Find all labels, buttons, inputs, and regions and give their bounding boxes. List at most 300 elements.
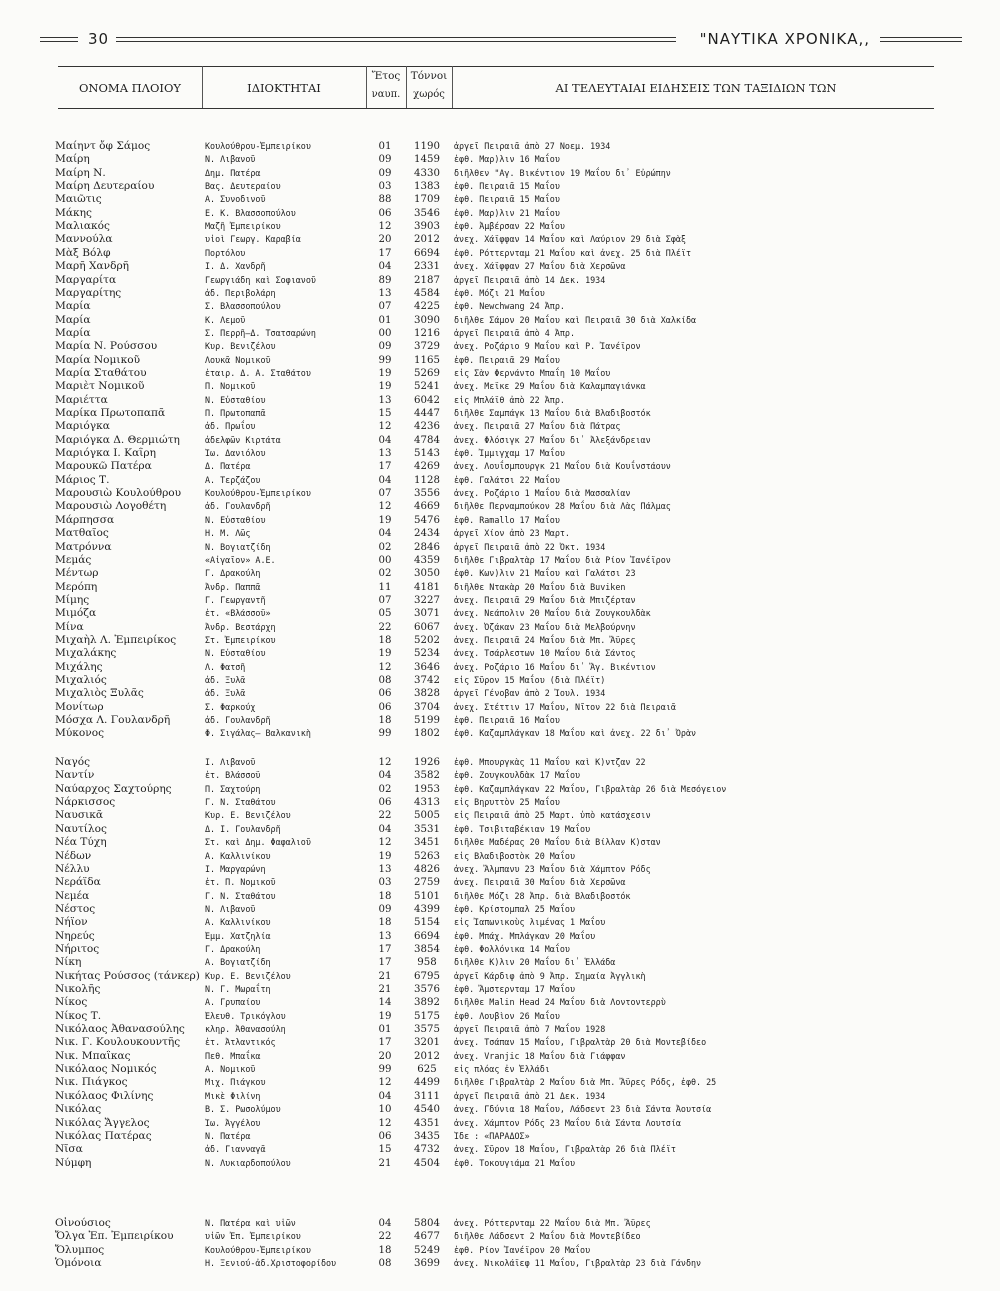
owners: Ἰω. Δανιόλου: [205, 448, 266, 459]
ship-name: Ναυτίλος: [55, 822, 107, 835]
latest-news: ἐφθ. Καζαμπλάγκαν 22 Μαΐου, Γιβραλτὰρ 26 διὰ Μεσόγειον: [454, 783, 727, 794]
owners: Μιχ. Πιάγκου: [205, 1077, 266, 1088]
owners: Δ. Ι. Γουλανδρῆ: [205, 823, 281, 834]
ship-name: Μαρουσιὼ Λογοθέτη: [55, 500, 167, 513]
owners: Ν. Εὐσταθίου: [205, 394, 266, 405]
tonnage: 3201: [414, 1037, 440, 1049]
year-built: 19: [378, 367, 392, 379]
table-row: [0, 661, 1000, 674]
tonnage: 5154: [414, 917, 440, 929]
table-row: [0, 714, 1000, 727]
tonnage: 4225: [414, 301, 440, 313]
latest-news: ἀργεῖ Πειραιᾶ ἀπὸ 4 Ἀπρ.: [454, 327, 576, 338]
ship-name: Νεράϊδα: [55, 876, 101, 889]
year-built: 06: [378, 688, 392, 700]
ship-name: Μόσχα Λ. Γουλανδρῆ: [55, 714, 171, 726]
owners: Γ. Δρακούλη: [205, 568, 261, 579]
ship-name: Ὄλγα Ἐπ. Ἐμπειρίκου: [55, 1230, 174, 1243]
owners: Ἀνδρ. Παππᾶ: [205, 581, 261, 592]
table-row: [0, 701, 1000, 714]
latest-news: ἐφθ. Μόζι 21 Μαΐου: [454, 287, 545, 298]
latest-news: ἀνεχ. Νικολάϊεφ 11 Μαΐου, Γιβραλτὰρ 23 διὰ Γάνδην: [454, 1258, 702, 1268]
ship-name: Νικόλαος Νομικός: [55, 1063, 157, 1075]
latest-news: ἐφθ. Πειραιᾶ 15 Μαΐου: [454, 194, 560, 205]
table-row: [0, 1010, 1000, 1023]
tonnage: 5199: [414, 715, 440, 726]
year-built: 12: [378, 1077, 392, 1089]
owners: Α. Τερζάζου: [205, 474, 261, 485]
ship-name: Νικόλας: [55, 1103, 102, 1116]
owners: ἑτ. Π. Νομικοῦ: [205, 877, 276, 888]
year-built: 19: [378, 381, 392, 393]
table-row: [0, 943, 1000, 956]
tonnage: 3892: [414, 997, 440, 1009]
year-built: 02: [378, 783, 392, 795]
tonnage: 1709: [414, 194, 440, 206]
tonnage: 4330: [414, 167, 440, 179]
owners: Κυρ. Ε. Βενιζέλου: [205, 810, 291, 821]
year-built: 11: [378, 581, 392, 593]
latest-news: ἀνεχ. Πειραιᾶ 30 Μαΐου διὰ Χερσῶνα: [454, 877, 626, 888]
owners: Α. Νομικοῦ: [205, 1064, 256, 1074]
owners: υἱῶν Ἐπ. Ἐμπειρίκου: [205, 1231, 301, 1242]
latest-news: ἐφθ. Ζουγκουλδὰκ 17 Μαΐου: [454, 770, 581, 781]
tonnage: 5263: [414, 850, 440, 862]
tonnage: 3227: [414, 594, 440, 606]
table-header: [58, 66, 934, 110]
owners: Α. Γρυπαίου: [205, 997, 261, 1008]
year-built: 05: [378, 608, 392, 620]
latest-news: ἀνεχ. Φλόσιγκ 27 Μαΐου δι᾽ Ἀλεξάνδρειαν: [454, 434, 651, 445]
tonnage: 4236: [414, 421, 440, 433]
latest-news: ἀνεχ. Πειραιᾶ 27 Μαΐου διὰ Πάτρας: [454, 421, 621, 432]
table-row: [0, 274, 1000, 287]
column-header-year-line1: Ἔτος: [371, 70, 401, 82]
ship-name: Ναγός: [55, 756, 91, 768]
table-row: [0, 207, 1000, 220]
ship-name: Νικ. Μπαΐκας: [55, 1049, 131, 1062]
owners: Ν. Εὐσταθίου: [205, 648, 266, 659]
year-built: 00: [378, 327, 392, 339]
ship-name: Μιχαλιός: [55, 674, 107, 686]
ship-name: Νικ. Γ. Κουλουκουντῆς: [55, 1036, 181, 1049]
owners: Ν. Βογιατζίδη: [205, 541, 271, 552]
table-row: [0, 674, 1000, 687]
column-header-tonnage-line2: χωρός: [413, 89, 445, 100]
table-row: [0, 930, 1000, 943]
tonnage: 3576: [414, 984, 440, 995]
latest-news: εἰς Ἰαπωνικοὺς λιμένας 1 Μαΐου: [454, 917, 606, 928]
table-row: [0, 890, 1000, 903]
ship-name: Μαργαρίτης: [55, 286, 122, 299]
page-number: 30: [88, 30, 110, 48]
ship-name: Νέστος: [55, 902, 96, 915]
ship-name: Νικόλας Πατέρας: [55, 1129, 152, 1142]
latest-news: ἀνεχ. Σῦρον 18 Μαΐου, Γιβραλτὰρ 26 διὰ Πλέϊτ: [454, 1144, 676, 1155]
owners: Π. Νομικοῦ: [205, 381, 256, 392]
ship-name: Νικόλαος Φιλίνης: [55, 1089, 154, 1102]
table-row: [0, 903, 1000, 916]
tonnage: 2846: [414, 541, 440, 553]
latest-news: ἀργεῖ Κάρδιφ ἀπὸ 9 Ἀπρ. Σημαία Ἀγγλικὴ: [454, 970, 646, 981]
latest-news: διῆλθε Σάμον 20 Μαΐου καὶ Πειραιᾶ 30 διὰ Χαλκίδα: [454, 314, 697, 325]
tonnage: 6694: [414, 247, 440, 259]
year-built: 89: [378, 274, 392, 286]
tonnage: 1190: [414, 141, 440, 152]
table-row: [0, 567, 1000, 580]
tonnage: 6067: [414, 621, 440, 633]
owners: Λ. Φατσῆ: [205, 661, 246, 672]
tonnage: 5202: [414, 635, 440, 646]
tonnage: 5101: [414, 890, 440, 902]
table-row: [0, 233, 1000, 246]
latest-news: ἀνεχ. Ὀζάκαν 23 Μαΐου διὰ Μελβούρνην: [454, 621, 636, 632]
year-built: 00: [378, 554, 392, 566]
table-row: [0, 621, 1000, 634]
ship-name: Ματθαῖος: [55, 527, 109, 540]
tonnage: 4313: [414, 797, 440, 808]
tonnage: 958: [417, 957, 437, 969]
year-built: 01: [378, 141, 392, 152]
owners: ἀδ. Περιβολάρη: [205, 287, 276, 298]
table-row: [0, 1023, 1000, 1036]
ship-name: Νικόλας Ἄγγελος: [55, 1116, 150, 1129]
table-row: [0, 756, 1000, 769]
latest-news: διῆλθε Κ)λιν 20 Μαΐου δι᾽ Ἑλλάδα: [454, 957, 616, 968]
owners: Μικὲ Φιλίνη: [205, 1090, 261, 1101]
ship-name: Μεμάς: [55, 553, 92, 566]
table-row: [0, 447, 1000, 460]
year-built: 08: [378, 675, 392, 686]
year-built: 14: [378, 997, 392, 1009]
tonnage: 1216: [414, 327, 440, 339]
column-header-owners: ΙΔΙΟΚΤΗΤΑΙ: [247, 81, 321, 95]
year-built: 07: [378, 301, 392, 313]
ship-name: Ναυσικᾶ: [55, 809, 104, 822]
table-row: [0, 460, 1000, 473]
tonnage: 3050: [414, 568, 440, 580]
latest-news: ἀνεχ. Λουΐσμπουργκ 21 Μαΐου διὰ Κουΐνστάουν: [454, 461, 671, 472]
latest-news: ἀνεχ. Στέττιν 17 Μαΐου, Νῖτον 22 διὰ Πειραιᾶ: [454, 701, 676, 712]
latest-news: ἐφθ. Μπουργκὰς 11 Μαΐου καὶ Κ)ντζαν 22: [454, 757, 646, 767]
owners: ἀδ. Γουλανδρῆ: [205, 715, 271, 725]
latest-news: ἀνεχ. Χάμπτον Ρόδς 23 Μαΐου διὰ Σάντα Λουτσία: [454, 1117, 681, 1128]
ship-name: Ναύαρχος Σαχτούρης: [55, 782, 172, 795]
year-built: 01: [378, 314, 392, 326]
owners: Δ. Πατέρα: [205, 461, 251, 472]
table-top-rule: [58, 66, 934, 67]
ship-name: Νίκος Τ.: [55, 1009, 102, 1022]
tonnage: 4504: [414, 1157, 440, 1169]
latest-news: ἀνεχ. Χάϊφφαν 27 Μαΐου διὰ Χερσῶνα: [454, 261, 626, 272]
tonnage: 4669: [414, 501, 440, 513]
table-row: [0, 527, 1000, 540]
tonnage: 5234: [414, 648, 440, 660]
owners: Α. Συνοδινοῦ: [205, 194, 266, 205]
owners: Στ. Ἐμπειρίκου: [205, 635, 276, 645]
year-built: 04: [378, 434, 392, 446]
owners: Π. Πρωτοπαπᾶ: [205, 408, 266, 418]
tonnage: 1459: [414, 154, 440, 166]
tonnage: 3699: [414, 1258, 440, 1269]
year-built: 22: [378, 621, 392, 633]
tonnage: 3828: [414, 688, 440, 700]
tonnage: 6795: [414, 970, 440, 982]
ship-name: Μιχαλιὸς Ξυλᾶς: [55, 687, 144, 700]
year-built: 99: [378, 354, 392, 366]
year-built: 21: [378, 1157, 392, 1169]
ship-name: Μαρία: [55, 300, 91, 313]
owners: Α. Καλλινίκου: [205, 850, 271, 861]
ship-name: Μονίτωρ: [55, 700, 104, 713]
latest-news: διῆλθε Μαδέρας 20 Μαΐου διὰ Βίλλαν Κ)σταν: [454, 837, 661, 848]
year-built: 01: [378, 1024, 392, 1035]
owners: Σ. Περρῆ—Δ. Τσατσαρώνη: [205, 327, 316, 338]
owners: Κ. Λεμοῦ: [205, 314, 246, 325]
owners: Πεθ. Μπαΐκα: [205, 1050, 261, 1061]
tonnage: 2331: [414, 261, 440, 273]
year-built: 04: [378, 823, 392, 835]
year-built: 15: [378, 1144, 392, 1156]
table-row: [0, 647, 1000, 660]
table-row: [0, 594, 1000, 607]
tonnage: 4584: [414, 287, 440, 299]
table-row: [0, 1117, 1000, 1130]
owners: Ν. Λυκιαρδοπούλου: [205, 1157, 291, 1168]
latest-news: διῆλθε Λάδσεντ 2 Μαΐου διὰ Μοντεβίδεο: [454, 1231, 641, 1242]
ship-name: Ὄλυμπος: [55, 1243, 105, 1256]
latest-news: ἀνεχ. Τσάπαν 15 Μαΐου, Γιβραλτὰρ 20 διὰ Μοντεβίδεο: [454, 1037, 707, 1048]
owners: Ε. Κ. Βλασσοπούλου: [205, 207, 296, 218]
ship-name: Μάρπησσα: [55, 513, 115, 526]
year-built: 18: [378, 635, 392, 646]
year-built: 20: [378, 234, 392, 246]
latest-news: διῆλθε Μόζι 28 Ἀπρ. διὰ Βλαδιβοστόκ: [454, 890, 631, 901]
latest-news: ἀργεῖ Χίον ἀπὸ 23 Μαρτ.: [454, 528, 570, 539]
ship-name: Μέντωρ: [55, 567, 99, 580]
ship-name: Μαργαρίτα: [55, 273, 117, 286]
latest-news: ἐφθ. Ἄμστερνταμ 17 Μαΐου: [454, 984, 576, 994]
owners: Ἰω. Ἀγγέλου: [205, 1117, 261, 1128]
year-built: 20: [378, 1050, 392, 1062]
tonnage: 3854: [414, 943, 440, 955]
year-built: 09: [378, 341, 392, 353]
ship-name: Νήριτος: [55, 942, 100, 955]
latest-news: ἀργεῖ Γένοβαν ἀπὸ 2 Ἰουλ. 1934: [454, 688, 606, 699]
header-rule: [40, 37, 78, 38]
ship-name: Μαρίκα Πρωτοπαπᾶ: [55, 407, 166, 419]
owners: Μαζῆ Ἐμπειρίκου: [205, 221, 281, 232]
latest-news: ἐφθ. Πειραιᾶ 16 Μαΐου: [454, 715, 560, 725]
ship-name: Μαρία Νομικοῦ: [55, 353, 141, 366]
owners: Γ. Δρακούλη: [205, 943, 261, 954]
year-built: 10: [378, 1104, 392, 1116]
year-built: 99: [378, 1064, 392, 1075]
owners: Κουλούθρου-Ἐμπειρίκου: [205, 488, 311, 499]
ship-name: Μιχάλης: [55, 660, 103, 673]
year-built: 17: [378, 247, 392, 259]
ship-name: Μαιῶτις: [55, 193, 102, 206]
ship-name: Νίκη: [55, 956, 82, 969]
year-built: 09: [378, 903, 392, 915]
year-built: 04: [378, 770, 392, 782]
year-built: 19: [378, 514, 392, 526]
owners: Ν. Πατέρα καὶ υἱῶν: [205, 1218, 296, 1228]
ship-name: Μίμης: [55, 593, 90, 606]
latest-news: ἐφθ. Πειραιᾶ 29 Μαΐου: [454, 354, 560, 365]
latest-news: ἐφθ. Κρίστομπαλ 25 Μαΐου: [454, 903, 576, 914]
latest-news: ἐφθ. Τσιβιταβέκιαν 19 Μαΐου: [454, 823, 591, 834]
table-row: [0, 1157, 1000, 1170]
year-built: 12: [378, 221, 392, 233]
latest-news: ἐφθ. Φολλόνικα 14 Μαΐου: [454, 943, 570, 954]
table-row: [0, 220, 1000, 233]
latest-news: ἀργεῖ Πειραιᾶ ἀπὸ 7 Μαΐου 1928: [454, 1024, 606, 1034]
table-row: [0, 783, 1000, 796]
year-built: 03: [378, 877, 392, 889]
table-row: [0, 407, 1000, 420]
tonnage: 3071: [414, 608, 440, 620]
tonnage: 3704: [414, 701, 440, 713]
owners: Π. Σαχτούρη: [205, 783, 261, 794]
tonnage: 1165: [414, 354, 440, 366]
table-row: [0, 380, 1000, 393]
tonnage: 3090: [414, 314, 440, 326]
column-header-tonnage-line1: Τόννοι: [410, 70, 448, 82]
owners: Κουλούθρου-Ἐμπειρίκου: [205, 1244, 311, 1255]
year-built: 17: [378, 957, 392, 969]
owners: «Αἰγαῖον» Α.Ε.: [205, 554, 276, 565]
owners: κληρ. Ἀθανασούλη: [205, 1024, 286, 1034]
latest-news: ἀνεχ. Πειραιᾶ 24 Μαΐου διὰ Μπ. Ἄϋρες: [454, 635, 636, 645]
tonnage: 3531: [414, 823, 440, 835]
table-row: [0, 850, 1000, 863]
year-built: 07: [378, 594, 392, 606]
latest-news: ἀνεχ. Ροζάριο 9 Μαΐου καὶ Ρ. Ἰανέϊρον: [454, 341, 641, 352]
table-row: [0, 1244, 1000, 1257]
table-row: [0, 140, 1000, 153]
year-built: 15: [378, 408, 392, 419]
latest-news: εἰς Βηρυττὸν 25 Μαΐου: [454, 797, 560, 807]
tonnage: 5804: [414, 1218, 440, 1229]
table-row: [0, 916, 1000, 929]
year-built: 22: [378, 810, 392, 822]
table-row: [0, 327, 1000, 340]
owners: Α. Καλλινίκου: [205, 917, 271, 928]
year-built: 13: [378, 930, 392, 942]
tonnage: 4677: [414, 1231, 440, 1243]
ship-name: Νεμέα: [55, 889, 90, 902]
tonnage: 5175: [414, 1010, 440, 1022]
year-built: 02: [378, 541, 392, 553]
tonnage: 4399: [414, 903, 440, 915]
latest-news: ἀνεχ. Ροζάριο 16 Μαΐου δι᾽ Ἄγ. Βικέντιον: [454, 661, 656, 672]
year-built: 12: [378, 837, 392, 849]
table-row: [0, 996, 1000, 1009]
latest-news: ἀργεῖ Πειραιᾶ ἀπὸ 22 Ὀκτ. 1934: [454, 541, 606, 552]
table-row: [0, 474, 1000, 487]
latest-news: ἐφθ. Πειραιᾶ 15 Μαΐου: [454, 181, 560, 192]
table-row: [0, 809, 1000, 822]
year-built: 04: [378, 474, 392, 486]
ship-name: Μαίρη: [55, 153, 90, 166]
tonnage: 5269: [414, 367, 440, 379]
owners: Ν. Πατέρα: [205, 1130, 251, 1141]
table-row: [0, 287, 1000, 300]
table-row: [0, 1217, 1000, 1230]
year-built: 18: [378, 917, 392, 929]
year-built: 13: [378, 287, 392, 299]
ship-name: Μαίρη Ν.: [55, 166, 106, 179]
table-row: [0, 1130, 1000, 1143]
column-header-year-line2: ναυπ.: [371, 89, 401, 100]
table-row: [0, 193, 1000, 206]
tonnage: 4359: [414, 554, 440, 566]
ship-name: Μαίρη Δευτεραίου: [55, 180, 155, 193]
table-row: [0, 836, 1000, 849]
year-built: 06: [378, 1130, 392, 1142]
tonnage: 1383: [414, 181, 440, 193]
ship-name: Νηρεύς: [55, 929, 95, 942]
ship-name: Μίνα: [55, 620, 84, 633]
latest-news: ἀνεχ. Γδύνια 18 Μαΐου, Λάδσεντ 23 διὰ Σάντα Ἀουτσία: [454, 1104, 712, 1115]
latest-news: ἀργεῖ Πειραιᾶ ἀπὸ 14 Δεκ. 1934: [454, 274, 606, 285]
owners: ἑταιρ. Δ. Α. Σταθάτου: [205, 367, 311, 378]
year-built: 04: [378, 1218, 392, 1229]
latest-news: ἐφθ. Μαρ)λιν 16 Μαΐου: [454, 154, 560, 165]
owners: Στ. καὶ Δημ. Φαφαλιοῦ: [205, 837, 311, 848]
tonnage: 1953: [414, 783, 440, 795]
owners: Ν. Λιβανοῦ: [205, 154, 256, 165]
owners: Σ. Βλασσοπούλου: [205, 301, 281, 312]
owners: ἑτ. Ἀτλαντικός: [205, 1037, 276, 1048]
owners: Δημ. Πατέρα: [205, 167, 261, 178]
latest-news: ἀνεχ. Ρόττερνταμ 22 Μαΐου διὰ Μπ. Ἄϋρες: [454, 1218, 651, 1228]
tonnage: 3582: [414, 770, 440, 782]
tonnage: 4732: [414, 1144, 440, 1156]
tonnage: 3546: [414, 207, 440, 219]
latest-news: ἀργεῖ Πειραιᾶ ἀπὸ 21 Δεκ. 1934: [454, 1090, 606, 1101]
table-row: [0, 607, 1000, 620]
tonnage: 3435: [414, 1130, 440, 1142]
table-row: [0, 314, 1000, 327]
ship-name: Νέλλυ: [55, 862, 90, 875]
latest-news: διῆλθε Ντακὰρ 20 Μαΐου διὰ Buviken: [454, 581, 626, 592]
owners: Ἐμμ. Χατζηλία: [205, 930, 271, 941]
ship-name: Μαρία Σταθάτου: [55, 366, 147, 379]
owners: Α. Βογιατζίδη: [205, 957, 271, 968]
year-built: 18: [378, 890, 392, 902]
latest-news: ἀνεχ. Μεϊκε 29 Μαΐου διὰ Καλαμπαγιάνκα: [454, 381, 646, 392]
ship-name: Νάρκισσος: [55, 796, 116, 808]
owners: Γ. Ν. Σταθάτου: [205, 890, 276, 901]
year-built: 22: [378, 1231, 392, 1243]
owners: ἀδ. Γουλανδρῆ: [205, 501, 271, 512]
year-built: 17: [378, 1037, 392, 1049]
table-row: [0, 1230, 1000, 1243]
tonnage: 6042: [414, 394, 440, 406]
table-row: [0, 487, 1000, 500]
table-row: [0, 394, 1000, 407]
latest-news: ἐφθ. Ramallo 17 Μαΐου: [454, 514, 560, 525]
ship-name: Νέα Τύχη: [55, 836, 107, 849]
ship-name: Νικόλαος Ἀθανασούλης: [55, 1023, 185, 1035]
owners: Φ. Σιγάλας— Βαλκανικὴ: [205, 728, 311, 739]
header-rule: [40, 41, 78, 42]
latest-news: ἀνεχ. Πειραιᾶ 29 Μαΐου διὰ Μπιζέρταν: [454, 594, 636, 605]
tonnage: 3729: [414, 341, 440, 353]
tonnage: 4269: [414, 461, 440, 473]
